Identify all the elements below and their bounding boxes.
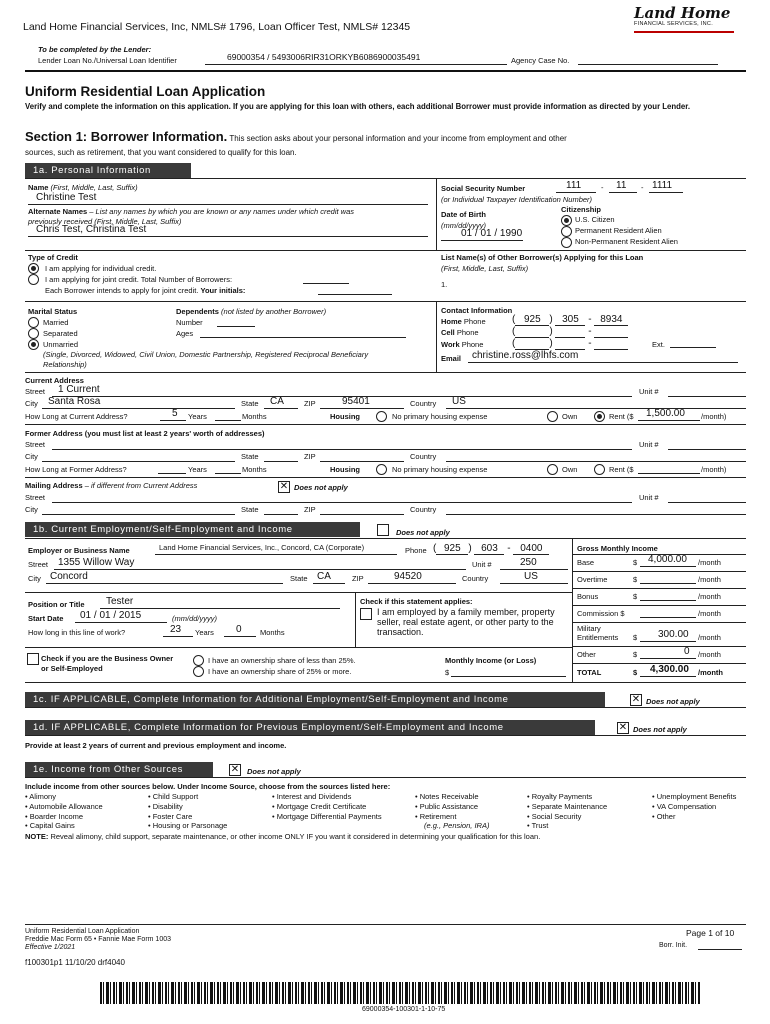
employer-field[interactable]: Land Home Financial Services, Inc., Concord, CA (Corporate): [155, 543, 397, 555]
s1b-vdivider-2: [355, 592, 356, 647]
no-primary-housing-label: No primary housing expense: [392, 412, 488, 421]
list-item: • Child Support: [148, 792, 199, 801]
former-street-field[interactable]: [52, 439, 632, 450]
former-rent-field[interactable]: [638, 463, 700, 474]
joint-credit-label: I am applying for joint credit. Total Number of Borrowers:: [45, 275, 233, 284]
alternate-names-label: Alternate Names – List any names by which you are known or any names under which credit was previously received (First, Middle, Last, Suffix): [28, 207, 355, 226]
name-field[interactable]: [28, 192, 428, 205]
years-label: Years: [188, 412, 207, 421]
s1b-bottom-rule: [25, 682, 746, 683]
family-member-checkbox[interactable]: [360, 608, 372, 620]
ssn-field-1[interactable]: 111: [556, 182, 596, 193]
s1b-vdivider: [572, 538, 573, 682]
dependents-number-field[interactable]: [217, 318, 255, 327]
cell-phone-label: Cell Phone: [441, 328, 479, 337]
total-label: TOTAL: [577, 668, 602, 677]
housing-label: Housing: [330, 412, 360, 421]
former-country-label: Country: [410, 452, 437, 461]
former-own-radio[interactable]: [547, 464, 558, 475]
bonus-month: /month: [698, 592, 721, 601]
cell-phone-field[interactable]: ( ) -: [512, 326, 628, 338]
other-borrower-1: 1.: [441, 280, 448, 289]
current-city-field[interactable]: Santa Rosa: [42, 398, 235, 409]
citizenship-permanent-radio[interactable]: [561, 226, 572, 237]
s1b-rule-2: [25, 592, 572, 593]
logo-subtitle: FINANCIAL SERVICES, INC.: [634, 21, 714, 27]
start-date-label: Start Date: [28, 614, 64, 623]
1e-not-apply-checkbox[interactable]: ✕: [230, 764, 240, 775]
other-income-field[interactable]: 0: [640, 648, 696, 659]
dependents-ages-label: Ages: [176, 329, 194, 338]
list-item: • Capital Gains: [25, 821, 75, 831]
commission-label: Commission $: [577, 609, 625, 618]
1c-not-apply-checkbox[interactable]: ✕: [631, 694, 641, 705]
section-1e-bar: 1e. Income from Other Sources: [25, 762, 213, 777]
employer-city-label: City: [28, 574, 41, 583]
citizenship-permanent-label: Permanent Resident Alien: [575, 226, 662, 235]
list-item: (e.g., Pension, IRA): [424, 821, 490, 831]
position-label: Position or Title: [28, 600, 85, 609]
mailing-not-apply-checkbox[interactable]: ✕: [279, 481, 289, 492]
name-label: Name (First, Middle, Last, Suffix): [28, 183, 138, 192]
separated-label: Separated: [43, 329, 78, 338]
employer-state-label: State: [290, 574, 308, 583]
ssn-field-2[interactable]: 11: [609, 182, 637, 193]
ssn-field-3[interactable]: 1111: [649, 182, 683, 193]
former-rent-label: Rent ($: [609, 465, 634, 474]
start-date-field[interactable]: 01 / 01 / 2015: [75, 611, 167, 623]
mailing-address-label: Mailing Address – if different from Current Address: [25, 481, 198, 490]
line-months-field[interactable]: 0: [224, 626, 256, 637]
former-no-primary-label: No primary housing expense: [392, 465, 488, 474]
1c-not-apply-label: Does not apply: [646, 697, 700, 706]
current-street-field[interactable]: 1 Current: [52, 386, 632, 397]
s1c-rule: [25, 707, 746, 708]
current-unit-field[interactable]: [668, 386, 746, 397]
city-label: City: [25, 399, 38, 408]
section-1b-bar: 1b. Current Employment/Self-Employment and Income: [25, 522, 360, 537]
section-1d-bar: 1d. IF APPLICABLE, Complete Information for Previous Employment/Self-Employment and Income: [25, 720, 595, 735]
mailing-state-label: State: [241, 505, 259, 514]
citizenship-nonpermanent-label: Non-Permanent Resident Alien: [575, 237, 678, 246]
header-divider: [25, 70, 746, 72]
dependents-ages-field[interactable]: [200, 329, 406, 338]
business-owner-label: Check if you are the Business Owner or Self-Employed: [41, 654, 174, 673]
1e-note: NOTE: Reveal alimony, child support, separate maintenance, or other income ONLY IF you want it considered in determining your qualification for this loan.: [25, 832, 541, 841]
mailing-street-label: Street: [25, 493, 46, 502]
family-member-label: I am employed by a family member, property seller, real estate agent, or other party to the transaction.: [377, 607, 555, 637]
company-logo: [628, 4, 748, 38]
employer-phone-label: Phone: [405, 546, 427, 555]
ownership-more-radio[interactable]: [193, 666, 204, 677]
line-years-label: Years: [195, 628, 214, 637]
former-street-label: Street: [25, 440, 46, 449]
former-city-field[interactable]: [42, 451, 235, 462]
married-label: Married: [43, 318, 69, 327]
bonus-income-field[interactable]: [640, 590, 696, 601]
no-primary-housing-radio[interactable]: [376, 411, 387, 422]
s1a-rule-2: [25, 250, 746, 251]
agency-case-label: Agency Case No.: [511, 56, 570, 65]
citizenship-label: Citizenship: [561, 205, 602, 214]
rent-radio[interactable]: [594, 411, 605, 422]
current-state-field[interactable]: CA: [264, 398, 298, 409]
s1a-rule-4: [25, 372, 746, 373]
list-item: • Foster Care: [148, 811, 193, 821]
s1a-vdivider-2: [436, 301, 437, 372]
citizenship-us-label: U.S. Citizen: [575, 215, 615, 224]
separated-radio[interactable]: [28, 328, 39, 339]
overtime-dollar: $: [633, 575, 638, 584]
1d-not-apply-label: Does not apply: [633, 725, 687, 734]
credit-type-label: Type of Credit: [28, 253, 78, 262]
list-item: • Separate Maintenance: [527, 801, 608, 811]
list-item: • Notes Receivable: [415, 792, 479, 801]
footer-effective: Effective 1/2021: [25, 944, 76, 951]
employer-country-label: Country: [462, 574, 489, 583]
contact-info-label: Contact Information: [441, 306, 513, 315]
list-item: • Royalty Payments: [527, 792, 593, 801]
ownership-more-label: I have an ownership share of 25% or more.: [208, 667, 352, 676]
income-source-col-4: [415, 792, 489, 831]
work-phone-field[interactable]: ( ) -: [512, 338, 628, 350]
other-dollar: $: [633, 650, 638, 659]
income-rule-4: [572, 622, 746, 623]
s1b-top-rule: [25, 538, 746, 539]
overtime-income-field[interactable]: [640, 573, 696, 584]
logo-wordmark: Land Home: [634, 4, 731, 22]
logo-stripe: [634, 31, 734, 33]
unmarried-hint: (Single, Divorced, Widowed, Civil Union, Domestic Partnership, Registered Reciprocal Beneficiary Relationship): [43, 350, 369, 369]
footer-page-number: Page 1 of 10: [686, 928, 735, 938]
list-item: • Trust: [527, 821, 549, 831]
employer-unit-field[interactable]: 250: [500, 558, 568, 570]
employer-unit-label: Unit #: [472, 560, 492, 569]
current-address-label: Current Address: [25, 376, 84, 385]
initials-field[interactable]: [318, 285, 392, 295]
income-rule-1: [572, 571, 746, 572]
own-radio[interactable]: [547, 411, 558, 422]
former-years-field[interactable]: [158, 464, 186, 474]
section1-desc: This section asks about your personal information and your income from employment and other: [229, 134, 567, 143]
name-value: Christine Test: [36, 192, 97, 203]
1d-not-apply-checkbox[interactable]: ✕: [618, 722, 628, 733]
position-field[interactable]: Tester: [100, 597, 340, 609]
monthly-income-field[interactable]: [451, 666, 566, 677]
income-source-col-2: [148, 792, 227, 831]
list-item: • Disability: [148, 801, 183, 811]
dependents-label: Dependents (not listed by another Borrower): [176, 307, 327, 316]
income-source-col-5: [527, 792, 607, 831]
email-label: Email: [441, 354, 462, 363]
1d-note: Provide at least 2 years of current and previous employment and income.: [25, 741, 287, 750]
agency-case-field[interactable]: [578, 53, 718, 65]
line-of-work-label: How long in this line of work?: [28, 628, 126, 637]
own-label: Own: [562, 412, 578, 421]
footer-barcode: [100, 982, 700, 1004]
former-zip-field[interactable]: [320, 451, 404, 462]
monthly-income-dollar: $: [445, 668, 450, 677]
former-country-field[interactable]: [446, 451, 746, 462]
commission-month: /month: [698, 609, 721, 618]
lender-loan-field[interactable]: [205, 52, 507, 65]
footer-rule: [25, 924, 746, 925]
home-phone-field[interactable]: ( 925 ) 305 - 8934: [512, 314, 628, 326]
citizenship-us-radio[interactable]: [561, 215, 572, 226]
gross-income-label: Gross Monthly Income: [577, 544, 658, 553]
section-1c-bar: 1c. IF APPLICABLE, Complete Information for Additional Employment/Self-Employment and Income: [25, 692, 605, 707]
mailing-country-field[interactable]: [446, 504, 746, 515]
other-income-label: Other: [577, 650, 596, 659]
1b-not-apply-label: Does not apply: [396, 528, 450, 537]
footer-borr-init-field[interactable]: [698, 941, 742, 950]
current-country-field[interactable]: US: [446, 398, 746, 409]
s1a-top-rule: [25, 178, 746, 179]
ext-label: Ext.: [652, 340, 665, 349]
former-months-label: Months: [242, 465, 267, 474]
former-state-field[interactable]: [264, 451, 298, 462]
start-date-hint: (mm/dd/yyyy): [172, 614, 217, 623]
base-income-field[interactable]: 4,000.00: [640, 556, 696, 567]
marital-status-label: Marital Status: [28, 307, 78, 316]
footer-form-no: Freddie Mac Form 65 • Fannie Mae Form 1003: [25, 936, 172, 943]
list-item: • Alimony: [25, 792, 56, 801]
employer-country-field[interactable]: US: [500, 572, 568, 584]
income-source-col-3: [272, 792, 402, 821]
s1e-rule: [25, 777, 746, 778]
s1a-rule-3: [25, 301, 746, 302]
individual-credit-radio[interactable]: [28, 263, 39, 274]
employer-zip-label: ZIP: [352, 574, 364, 583]
employer-zip-field[interactable]: 94520: [368, 572, 456, 584]
list-item: • Boarder Income: [25, 811, 84, 821]
employer-street-label: Street: [28, 560, 49, 569]
how-long-label: How Long at Current Address?: [25, 412, 128, 421]
mailing-state-field[interactable]: [264, 504, 298, 515]
rent-label: Rent ($: [609, 412, 634, 421]
former-state-label: State: [241, 452, 259, 461]
ssn-label: Social Security Number: [441, 184, 526, 193]
former-years-label: Years: [188, 465, 207, 474]
dob-field[interactable]: 01 / 01 / 1990: [441, 229, 523, 241]
list-item: • Mortgage Credit Certificate: [272, 801, 367, 811]
other-borrowers-label: List Name(s) of Other Borrower(s) Applying for this Loan: [441, 253, 644, 262]
total-month: /month: [698, 668, 723, 677]
employer-phone-field[interactable]: ( 925 ) 603 - 0400: [433, 543, 549, 555]
s1d-rule: [25, 735, 746, 736]
bonus-dollar: $: [633, 592, 638, 601]
alternate-names-value: Chris Test, Christina Test: [36, 224, 147, 235]
unmarried-radio[interactable]: [28, 339, 39, 350]
list-item: • VA Compensation: [652, 801, 717, 811]
section1-title: Section 1: Borrower Information.: [25, 129, 228, 144]
1b-not-apply-checkbox[interactable]: [377, 524, 389, 536]
rent-per-month: /month): [701, 412, 727, 421]
other-month: /month: [698, 650, 721, 659]
base-label: Base: [577, 558, 595, 567]
employer-state-field[interactable]: CA: [313, 572, 345, 584]
list-item: • Public Assistance: [415, 801, 479, 811]
military-label: Military Entitlements: [577, 624, 619, 642]
intro-text: Verify and complete the information on this application. If you are applying for this loan with others, each additional Borrower must provide information as directed by your Lender.: [25, 102, 691, 111]
former-housing-label: Housing: [330, 465, 360, 474]
mailing-unit-label: Unit #: [639, 493, 659, 502]
s1a-rule-5: [25, 424, 746, 425]
dob-hint: (mm/dd/yyyy): [441, 221, 486, 230]
former-rent-per-month: /month): [701, 465, 727, 474]
former-no-primary-radio[interactable]: [376, 464, 387, 475]
military-month: /month: [698, 633, 721, 642]
former-how-long-label: How Long at Former Address?: [25, 465, 127, 474]
total-borrowers-field[interactable]: [303, 274, 349, 284]
overtime-label: Overtime: [577, 575, 608, 584]
military-income-field[interactable]: 300.00: [640, 631, 696, 642]
list-item: • Retirement: [415, 811, 457, 821]
s1a-rule-6: [25, 477, 746, 478]
business-owner-checkbox[interactable]: [27, 653, 39, 665]
list-item: • Automobile Allowance: [25, 801, 103, 811]
income-source-col-1: [25, 792, 103, 831]
footer-borr-init-label: Borr. Init.: [659, 942, 688, 949]
zip-label: ZIP: [304, 399, 316, 408]
married-radio[interactable]: [28, 317, 39, 328]
income-rule-5: [572, 646, 746, 647]
income-rule-2: [572, 588, 746, 589]
income-rule-3: [572, 605, 746, 606]
list-item: • Unemployment Benefits: [652, 792, 737, 801]
section1-desc-2: sources, such as retirement, that you want considered to qualify for this loan.: [25, 148, 297, 157]
income-source-col-6: [652, 792, 742, 821]
former-months-field[interactable]: [215, 464, 241, 474]
mailing-city-label: City: [25, 505, 38, 514]
unit-label: Unit #: [639, 387, 659, 396]
email-field[interactable]: christine.ross@lhfs.com: [468, 351, 738, 363]
s1a-vdivider: [436, 178, 437, 250]
former-unit-field[interactable]: [668, 439, 746, 450]
commission-income-field[interactable]: [640, 607, 696, 618]
former-address-label: Former Address (you must list at least 2 years' worth of addresses): [25, 429, 265, 438]
bonus-label: Bonus: [577, 592, 599, 601]
base-dollar: $: [633, 558, 638, 567]
mailing-city-field[interactable]: [42, 504, 235, 515]
lender-header-line: Land Home Financial Services, Inc, NMLS# 1796, Loan Officer Test, NMLS# 12345: [23, 21, 411, 33]
ssn-hint: (or Individual Taxpayer Identification Number): [441, 195, 593, 204]
footer-barcode-text: 69000354-100301-1-10-75: [362, 1006, 446, 1013]
mailing-country-label: Country: [410, 505, 437, 514]
line-months-label: Months: [260, 628, 285, 637]
ext-field[interactable]: [670, 339, 716, 348]
lender-loan-label: Lender Loan No./Universal Loan Identifier: [38, 56, 177, 65]
section1-heading: [25, 129, 567, 144]
former-city-label: City: [25, 452, 38, 461]
unmarried-label: Unmarried: [43, 340, 79, 349]
alternate-names-field[interactable]: [28, 225, 428, 237]
section-1a-bar: 1a. Personal Information: [25, 163, 191, 178]
mailing-unit-field[interactable]: [668, 492, 746, 503]
other-borrowers-hint: (First, Middle, Last, Suffix): [441, 264, 529, 273]
mailing-zip-field[interactable]: [320, 504, 404, 515]
joint-credit-note: Each Borrower intends to apply for joint credit. Your initials:: [45, 286, 246, 295]
country-label: Country: [410, 399, 437, 408]
ownership-less-radio[interactable]: [193, 655, 204, 666]
rent-amount-field[interactable]: 1,500.00: [638, 410, 700, 421]
citizenship-nonpermanent-radio[interactable]: [561, 237, 572, 248]
1e-include-text: Include income from other sources below. Under Income Source, choose from the sources listed here:: [25, 782, 391, 791]
list-item: • Other: [652, 811, 676, 821]
footer-doc-id: f100301p1 11/10/20 drf4040: [25, 958, 125, 967]
dob-label: Date of Birth: [441, 210, 486, 219]
home-phone-label: Home Phone: [441, 317, 486, 326]
individual-credit-label: I am applying for individual credit.: [45, 264, 157, 273]
current-years-field[interactable]: 5: [160, 411, 186, 421]
list-item: • Housing or Parsonage: [148, 821, 228, 831]
employer-city-field[interactable]: Concord: [46, 572, 283, 584]
ownership-less-label: I have an ownership share of less than 25%.: [208, 656, 356, 665]
footer-form-name: Uniform Residential Loan Application: [25, 928, 140, 935]
employer-street-field[interactable]: 1355 Willow Way: [54, 558, 466, 570]
former-own-label: Own: [562, 465, 578, 474]
total-income-field[interactable]: 4,300.00: [640, 665, 696, 677]
former-zip-label: ZIP: [304, 452, 316, 461]
line-years-field[interactable]: 23: [163, 626, 193, 637]
months-label: Months: [242, 412, 267, 421]
total-dollar: $: [633, 668, 638, 677]
overtime-month: /month: [698, 575, 721, 584]
state-label: State: [241, 399, 259, 408]
employer-label: Employer or Business Name: [28, 546, 130, 555]
work-phone-label: Work Phone: [441, 340, 484, 349]
1e-not-apply-label: Does not apply: [247, 767, 301, 776]
street-label: Street: [25, 387, 46, 396]
list-item: • Interest and Dividends: [272, 792, 352, 801]
s1b-rule-3: [25, 647, 572, 648]
military-dollar: $: [633, 633, 638, 642]
former-rent-radio[interactable]: [594, 464, 605, 475]
mailing-street-field[interactable]: [52, 492, 632, 503]
list-item: • Mortgage Differential Payments: [272, 811, 382, 821]
joint-credit-radio[interactable]: [28, 274, 39, 285]
monthly-income-label: Monthly Income (or Loss): [445, 656, 537, 665]
current-zip-field[interactable]: 95401: [320, 398, 404, 409]
dependents-number-label: Number: [176, 318, 203, 327]
list-item: • Social Security: [527, 811, 582, 821]
mailing-zip-label: ZIP: [304, 505, 316, 514]
former-unit-label: Unit #: [639, 440, 659, 449]
base-month: /month: [698, 558, 721, 567]
page-title: Uniform Residential Loan Application: [25, 84, 266, 99]
mailing-not-apply-label: Does not apply: [294, 483, 348, 492]
lender-loan-value: 69000354 / 5493006RIR31ORKYB6086900035491: [227, 52, 421, 62]
check-applies-label: Check if this statement applies:: [360, 597, 473, 606]
lender-instructions: To be completed by the Lender:: [38, 45, 152, 54]
current-months-field[interactable]: [215, 411, 241, 421]
